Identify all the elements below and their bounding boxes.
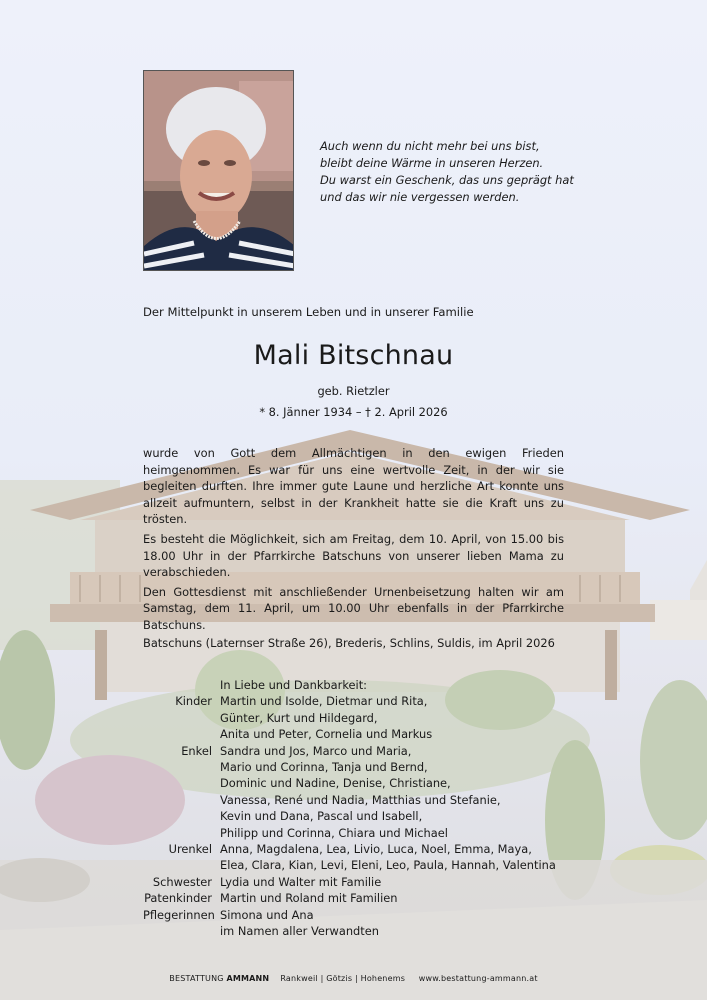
family-line: Sandra und Jos, Marco und Maria,: [220, 743, 412, 758]
family-group: [143, 743, 556, 841]
place-and-date: Batschuns (Laternser Straße 26), Brederis, Schlins, Suldis, im April 2026: [143, 636, 555, 650]
family-line: Martin und Roland mit Familien: [220, 891, 398, 906]
life-dates: * 8. Jänner 1934 – † 2. April 2026: [259, 405, 448, 419]
family-intro: In Liebe und Dankbarkeit:: [220, 678, 367, 692]
portrait-photo: [143, 70, 294, 271]
family-line: Dominic und Nadine, Denise, Christiane,: [220, 776, 451, 791]
family-role: Urenkel: [168, 842, 212, 857]
family-line: Simona und Ana: [220, 907, 314, 922]
paragraph: Den Gottesdienst mit anschließender Urnenbeisetzung halten wir am Samstag, dem 11. April, um 10.00 Uhr ebenfalls in der Pfarrkirche Batschuns.: [143, 584, 564, 632]
family-role: Pflegerinnen: [143, 907, 215, 922]
footer-brand-a: BESTATTUNG: [169, 974, 224, 983]
family-group: [143, 907, 556, 940]
footer-locations: Rankweil | Götzis | Hohenems: [280, 974, 406, 983]
family-list: [143, 677, 556, 940]
family-group: [143, 874, 556, 890]
family-line: Kevin und Dana, Pascal und Isabell,: [220, 809, 423, 824]
family-role: Patenkinder: [144, 891, 212, 906]
family-role: Enkel: [181, 743, 212, 758]
family-line: Vanessa, René und Nadia, Matthias und Stefanie,: [220, 792, 501, 807]
family-line: Anita und Peter, Cornelia und Markus: [220, 727, 433, 742]
family-line: Günter, Kurt und Hildegard,: [220, 710, 378, 725]
family-line: Martin und Isolde, Dietmar und Rita,: [220, 694, 428, 709]
family-line: Philipp und Corinna, Chiara und Michael: [220, 825, 448, 840]
paragraph: wurde von Gott dem Allmächtigen in den ewigen Frieden heimgenommen. Es war für uns eine wertvolle Zeit, in der wir sie begleiten durften. Ihre immer gute Laune und herzliche Art konnte uns allzeit aufmuntern, selbst in der Krankheit hatte sie die Kraft uns zu trösten.: [143, 446, 564, 527]
poem: [320, 138, 580, 206]
footer-url: www.bestattung-ammann.at: [418, 974, 538, 983]
family-role: Schwester: [152, 874, 212, 889]
deceased-name: Mali Bitschnau: [253, 340, 454, 371]
family-line: Anna, Magdalena, Lea, Livio, Luca, Noel, Emma, Maya,: [220, 842, 532, 857]
intro-text: Der Mittelpunkt in unserem Leben und in unserer Familie: [143, 305, 474, 319]
poem-line: bleibt deine Wärme in unseren Herzen.: [320, 156, 544, 170]
poem-line: Du warst ein Geschenk, das uns geprägt hat: [320, 173, 574, 187]
family-group: [143, 693, 556, 742]
announcement-body: [143, 445, 564, 637]
footer: [0, 974, 707, 983]
family-line: Mario und Corinna, Tanja und Bernd,: [220, 760, 428, 775]
family-line: Elea, Clara, Kian, Levi, Eleni, Leo, Paula, Hannah, Valentina: [220, 858, 556, 873]
family-role: Kinder: [175, 694, 212, 709]
family-group: [143, 890, 556, 906]
footer-brand-b: AMMANN: [226, 974, 270, 983]
birth-name: geb. Rietzler: [317, 384, 390, 398]
family-line: im Namen aller Verwandten: [220, 924, 379, 939]
family-intro-row: [143, 677, 556, 693]
paragraph: Es besteht die Möglichkeit, sich am Freitag, dem 10. April, von 15.00 bis 18.00 Uhr in der Pfarrkirche Batschuns von unserer lieben Mama zu verabschieden.: [143, 531, 564, 580]
poem-line: und das wir nie vergessen werden.: [320, 190, 520, 204]
poem-line: Auch wenn du nicht mehr bei uns bist,: [320, 139, 540, 153]
family-line: Lydia und Walter mit Familie: [220, 874, 382, 889]
family-group: [143, 841, 556, 874]
